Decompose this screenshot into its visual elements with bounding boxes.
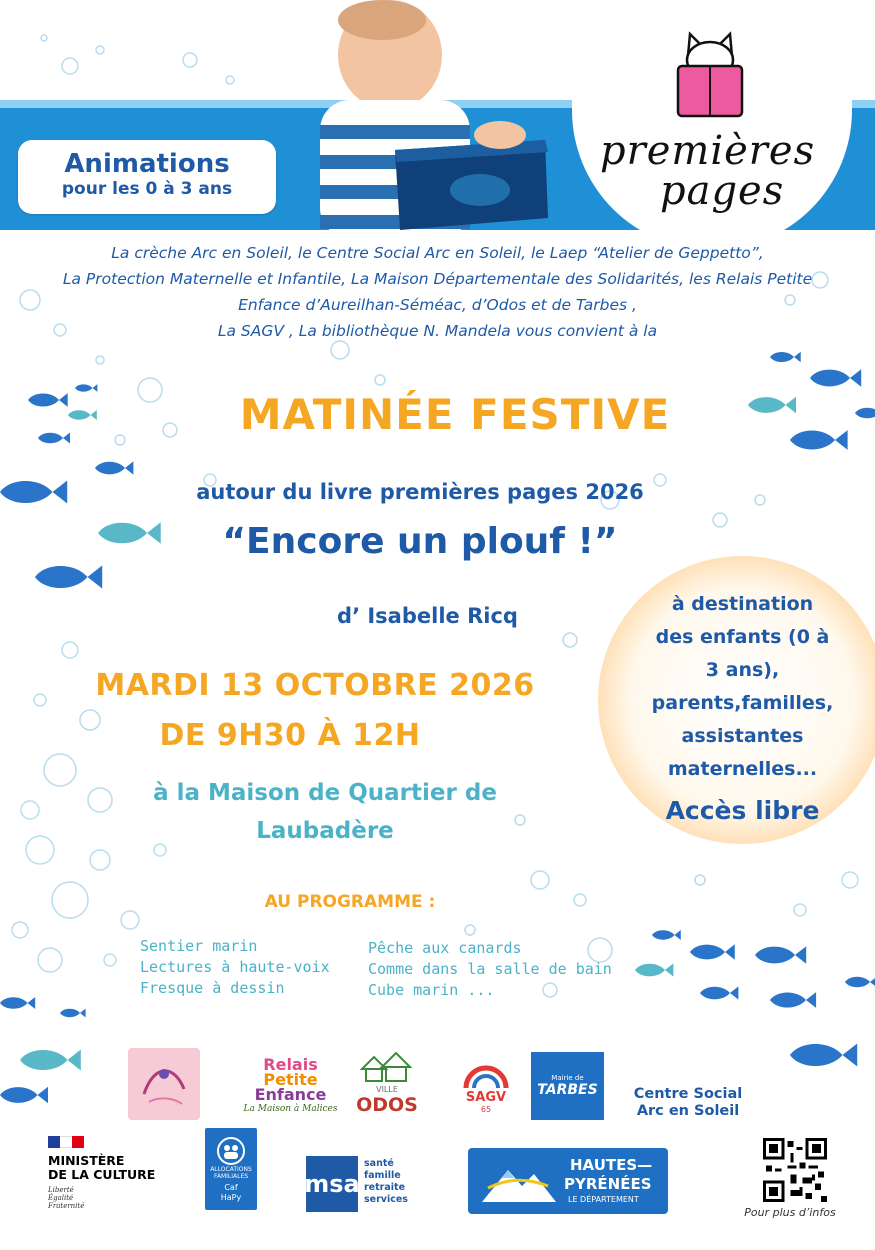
animations-subtitle: pour les 0 à 3 ans — [61, 179, 233, 199]
ministere-motto: Égalité — [48, 1194, 74, 1202]
msa-word: services — [364, 1194, 408, 1205]
caf-caption: ALLOCATIONS — [210, 1165, 252, 1173]
animations-title: Animations — [64, 149, 230, 179]
relais-petite-enfance-logo — [243, 1056, 338, 1118]
hp-name: PYRÉNÉES — [564, 1175, 652, 1193]
program-item: Pêche aux canards — [368, 939, 522, 957]
book-author: d’ Isabelle Ricq — [337, 604, 518, 628]
mairie-tarbes-logo — [531, 1052, 604, 1120]
caf-name: Caf — [224, 1182, 238, 1192]
sagv-name: SAGV — [465, 1090, 507, 1105]
french-flag-icon — [48, 1136, 84, 1148]
program-item: Cube marin ... — [368, 981, 495, 999]
ministere-text: MINISTÈRE — [48, 1153, 125, 1168]
audience-line: assistantes — [681, 725, 804, 747]
free-access-label: Accès libre — [665, 796, 820, 825]
qr-caption: Pour plus d’infos — [744, 1206, 836, 1219]
relais-logo-text: Relais — [263, 1055, 318, 1074]
msa-word: retraite — [364, 1182, 406, 1193]
intro-line: La crèche Arc en Soleil, le Centre Social Arc en Soleil, le Laep “Atelier de Geppetto”, — [111, 244, 764, 262]
event-place-line: à la Maison de Quartier de — [153, 780, 497, 806]
centre-social-logo — [623, 1084, 753, 1122]
odos-ville-label: VILLE — [376, 1085, 398, 1094]
relais-logo-text: Enfance — [254, 1085, 327, 1104]
relais-logo-text: Petite — [263, 1070, 318, 1089]
atelier-geppetto-logo — [128, 1048, 200, 1120]
program-item: Sentier marin — [140, 937, 258, 955]
event-date: MARDI 13 OCTOBRE 2026 — [95, 668, 535, 703]
tarbes-mairie-label: Mairie de — [551, 1074, 584, 1082]
caf-caption: FAMILIALES — [213, 1172, 249, 1180]
hp-name: HAUTES— — [570, 1156, 653, 1174]
caf-logo — [205, 1128, 257, 1210]
ministere-text: DE LA CULTURE — [48, 1167, 156, 1182]
caf-name: HaPy — [220, 1192, 242, 1202]
audience-line: maternelles... — [667, 758, 818, 780]
book-title: “Encore un plouf !” — [222, 521, 618, 562]
program-item: Fresque à dessin — [140, 979, 285, 997]
audience-line: 3 ans), — [705, 659, 780, 681]
qr-code-icon[interactable] — [763, 1138, 827, 1202]
audience-line: à destination — [671, 593, 814, 615]
logo-text-pages: pages — [660, 168, 785, 214]
audience-text — [605, 588, 875, 786]
program-item: Comme dans la salle de bain — [368, 960, 612, 978]
hp-subtitle: LE DÉPARTEMENT — [568, 1195, 639, 1204]
tarbes-name: TARBES — [537, 1082, 598, 1098]
event-time: DE 9H30 À 12H — [159, 718, 421, 753]
program-list-right — [368, 938, 628, 1001]
program-list-left — [140, 936, 350, 999]
msa-words — [364, 1158, 408, 1206]
ville-odos-logo — [343, 1046, 431, 1120]
intro-line: Enfance d’Aureilhan-Séméac, d’Odos et de Tarbes , — [238, 296, 637, 314]
caf-family-icon — [216, 1136, 246, 1166]
relais-logo-tagline: La Maison à Malices — [243, 1104, 338, 1114]
sagv-logo — [450, 1046, 522, 1118]
msa-word: santé — [364, 1158, 394, 1169]
geppetto-swirl-icon — [134, 1054, 194, 1114]
event-title: MATINÉE FESTIVE — [239, 390, 671, 439]
centre-social-text: Arc en Soleil — [636, 1103, 740, 1119]
centre-social-text: Centre Social — [633, 1086, 743, 1102]
msa-logo — [306, 1156, 420, 1212]
intro-line: La Protection Maternelle et Infantile, La Maison Départementale des Solidarités, les Relais Petite — [62, 270, 813, 288]
odos-name: ODOS — [356, 1094, 418, 1116]
program-item: Lectures à haute-voix — [140, 958, 330, 976]
audience-line: parents,familles, — [651, 692, 834, 714]
mountains-icon — [478, 1158, 558, 1206]
audience-line: des enfants (0 à — [655, 626, 830, 648]
odos-houses-icon — [352, 1051, 422, 1085]
intro-line: La SAGV , La bibliothèque N. Mandela vous convient à la — [217, 322, 658, 340]
msa-mark-icon: msa — [306, 1156, 358, 1212]
ministere-culture-logo — [48, 1136, 168, 1216]
logo-text-premieres: premières — [600, 128, 816, 174]
sagv-sun-icon — [462, 1050, 510, 1090]
ministere-motto: Fraternité — [48, 1202, 85, 1210]
sagv-number: 65 — [480, 1105, 492, 1114]
event-subtitle: autour du livre premières pages 2026 — [196, 480, 644, 504]
hautes-pyrenees-logo — [468, 1148, 668, 1214]
ministere-motto: Liberté — [48, 1186, 74, 1194]
program-title: AU PROGRAMME : — [264, 892, 436, 912]
event-place-line: Laubadère — [256, 818, 394, 844]
msa-word: famille — [364, 1170, 401, 1181]
